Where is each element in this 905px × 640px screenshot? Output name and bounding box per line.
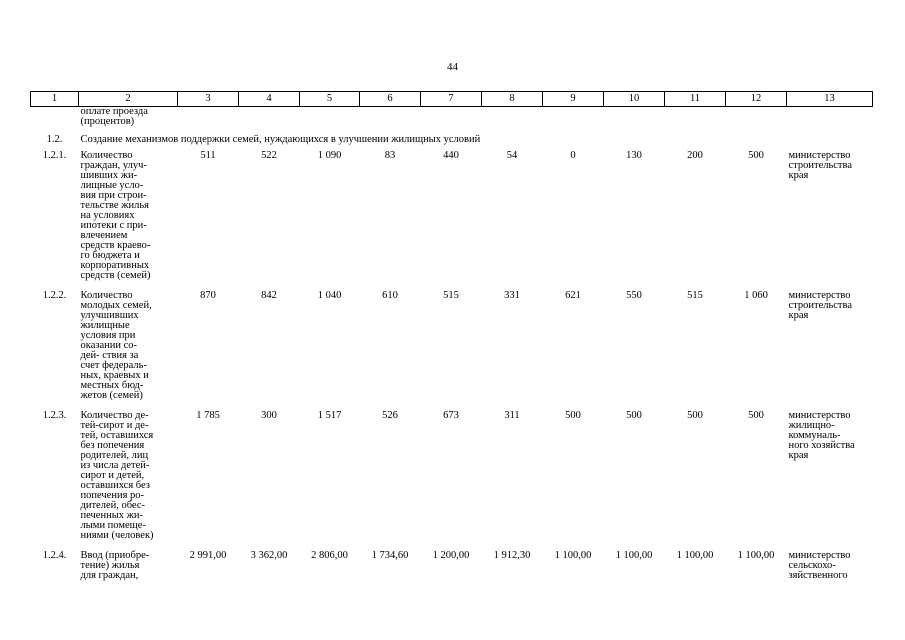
value-cell: 515	[443, 290, 459, 301]
value-cell: 1 200,00	[432, 550, 470, 561]
name-line: дителей, обес-	[80, 500, 146, 511]
header-cell: 5	[300, 92, 360, 107]
header-cell: 2	[79, 92, 178, 107]
header-cell: 7	[421, 92, 482, 107]
table-row	[31, 149, 873, 281]
name-line: из числа детей-	[80, 460, 150, 471]
name-line: тей-сирот и де-	[80, 420, 149, 431]
name-line: оставшихся без	[80, 480, 150, 491]
page-number: 44	[447, 61, 458, 73]
name-line: лищные усло-	[80, 180, 144, 191]
responsible-line: зяйственного	[788, 570, 848, 581]
name-line: на условиях	[80, 210, 135, 221]
name-line: Количество	[80, 290, 133, 301]
responsible-line: сельскохо-	[788, 560, 836, 571]
name-line: вия при строи-	[80, 190, 147, 201]
name-line: корпоративных	[80, 260, 150, 271]
row-name	[79, 401, 178, 541]
value-cell: 0	[570, 150, 576, 161]
responsible-line: министерство	[788, 150, 851, 161]
name-line: для граждан,	[80, 570, 139, 581]
value-cell: 1 040	[317, 290, 342, 301]
name-line: Ввод (приобре-	[80, 550, 150, 561]
value-cell: 300	[261, 410, 277, 421]
value-cell: 1 912,30	[493, 550, 531, 561]
value-cell: 2 806,00	[311, 550, 348, 561]
header-cell: 13	[787, 92, 873, 107]
name-line: местных бюд-	[80, 380, 144, 391]
responsible-line: края	[788, 450, 809, 461]
section-title: Создание механизмов поддержки семей, нуждающихся в улучшении жилищных условий	[80, 134, 481, 145]
indicators-table	[30, 91, 873, 581]
header-cell: 8	[482, 92, 543, 107]
value-cell: 440	[443, 150, 459, 161]
header-cell: 1	[31, 92, 79, 107]
name-line: Количество де-	[80, 410, 149, 421]
header-cell: 4	[239, 92, 300, 107]
value-cell: 511	[200, 150, 216, 161]
responsible-line: края	[788, 170, 809, 181]
name-line: Количество	[80, 150, 133, 161]
name-line: попечения ро-	[80, 490, 145, 501]
value-cell: 515	[687, 290, 703, 301]
name-cell	[79, 107, 178, 128]
value-cell: 1 517	[317, 410, 342, 421]
responsible-cell	[787, 401, 873, 541]
row-code: 1.2.4.	[42, 550, 67, 561]
value-cell: 621	[565, 290, 581, 301]
table-row	[31, 281, 873, 401]
value-cell: 526	[382, 410, 398, 421]
responsible-cell	[787, 149, 873, 281]
name-line: средств краево-	[80, 240, 151, 251]
name-line: го бюджета и	[80, 250, 140, 261]
value-cell: 83	[384, 150, 396, 161]
name-line: ипотеки с при-	[80, 220, 147, 231]
value-cell: 500	[626, 410, 642, 421]
table-row	[31, 541, 873, 581]
name-line: (процентов)	[80, 116, 135, 127]
value-cell: 1 100,00	[676, 550, 714, 561]
value-cell: 1 734,60	[371, 550, 409, 561]
value-cell: 673	[443, 410, 459, 421]
value-cell: 1 100,00	[554, 550, 592, 561]
responsible-line: ного хозяйства	[788, 440, 855, 451]
value-cell: 522	[261, 150, 277, 161]
row-name	[79, 149, 178, 281]
value-cell: 311	[504, 410, 520, 421]
name-line: граждан, улуч-	[80, 160, 147, 171]
section-code: 1.2.	[46, 134, 63, 145]
responsible-line: жилищно-	[788, 420, 835, 431]
name-line: лыми помеще-	[80, 520, 146, 531]
responsible-cell	[787, 541, 873, 581]
value-cell: 550	[626, 290, 642, 301]
section-row	[31, 127, 873, 149]
value-cell: 1 100,00	[737, 550, 775, 561]
header-cell: 3	[178, 92, 239, 107]
name-line: оплате проезда	[80, 106, 148, 117]
name-line: шивших жи-	[80, 170, 138, 181]
name-line: влечением	[80, 230, 128, 241]
name-line: печенных жи-	[80, 510, 143, 521]
name-line: тей, оставшихся	[80, 430, 154, 441]
value-cell: 500	[565, 410, 581, 421]
value-cell: 2 991,00	[189, 550, 227, 561]
name-line: жилищные	[80, 320, 130, 331]
value-cell: 842	[261, 290, 277, 301]
row-code: 1.2.1.	[42, 150, 67, 161]
header-cell: 10	[604, 92, 665, 107]
value-cell: 1 060	[744, 290, 768, 301]
header-cell: 6	[360, 92, 421, 107]
value-cell: 500	[748, 150, 764, 161]
name-line: молодых семей,	[80, 300, 152, 311]
name-line: улучшивших	[80, 310, 139, 321]
value-cell: 331	[504, 290, 520, 301]
responsible-line: строительства	[788, 300, 853, 311]
row-code: 1.2.3.	[42, 410, 67, 421]
value-cell: 610	[382, 290, 398, 301]
code-cell	[31, 107, 79, 128]
value-cell: 500	[748, 410, 764, 421]
name-line: оказании со-	[80, 340, 138, 351]
responsible-line: коммуналь-	[788, 430, 841, 441]
row-name	[79, 281, 178, 401]
responsible-line: министерство	[788, 410, 851, 421]
table-row	[31, 401, 873, 541]
responsible-line: министерство	[788, 290, 851, 301]
name-line: тение) жилья	[80, 560, 140, 571]
name-line: сирот и детей,	[80, 470, 145, 481]
row-code: 1.2.2.	[42, 290, 67, 301]
value-cell: 130	[626, 150, 642, 161]
value-cell: 54	[506, 150, 518, 161]
name-line: жетов (семей)	[80, 390, 143, 401]
value-cell: 1 090	[317, 150, 342, 161]
header-cell: 11	[665, 92, 726, 107]
name-line: родителей, лиц	[80, 450, 149, 461]
header-cell: 9	[543, 92, 604, 107]
value-cell: 1 100,00	[615, 550, 653, 561]
name-line: средств (семей)	[80, 270, 151, 281]
value-cell: 200	[687, 150, 703, 161]
value-cell: 1 785	[196, 410, 220, 421]
responsible-line: края	[788, 310, 809, 321]
header-cell: 12	[726, 92, 787, 107]
responsible-line: министерство	[788, 550, 851, 561]
value-cell: 3 362,00	[250, 550, 288, 561]
name-line: без попечения	[80, 440, 145, 451]
name-line: условия при	[80, 330, 136, 341]
continuation-row	[31, 107, 873, 128]
name-line: счет федераль-	[80, 360, 147, 371]
responsible-line: строительства	[788, 160, 853, 171]
name-line: ниями (человек)	[80, 530, 154, 541]
name-line: ных, краевых и	[80, 370, 149, 381]
value-cell: 500	[687, 410, 703, 421]
name-line: дей- ствия за	[80, 350, 139, 361]
row-name	[79, 541, 178, 581]
name-line: тельстве жилья	[80, 200, 149, 211]
responsible-cell	[787, 281, 873, 401]
header-row	[31, 92, 873, 107]
value-cell: 870	[200, 290, 216, 301]
